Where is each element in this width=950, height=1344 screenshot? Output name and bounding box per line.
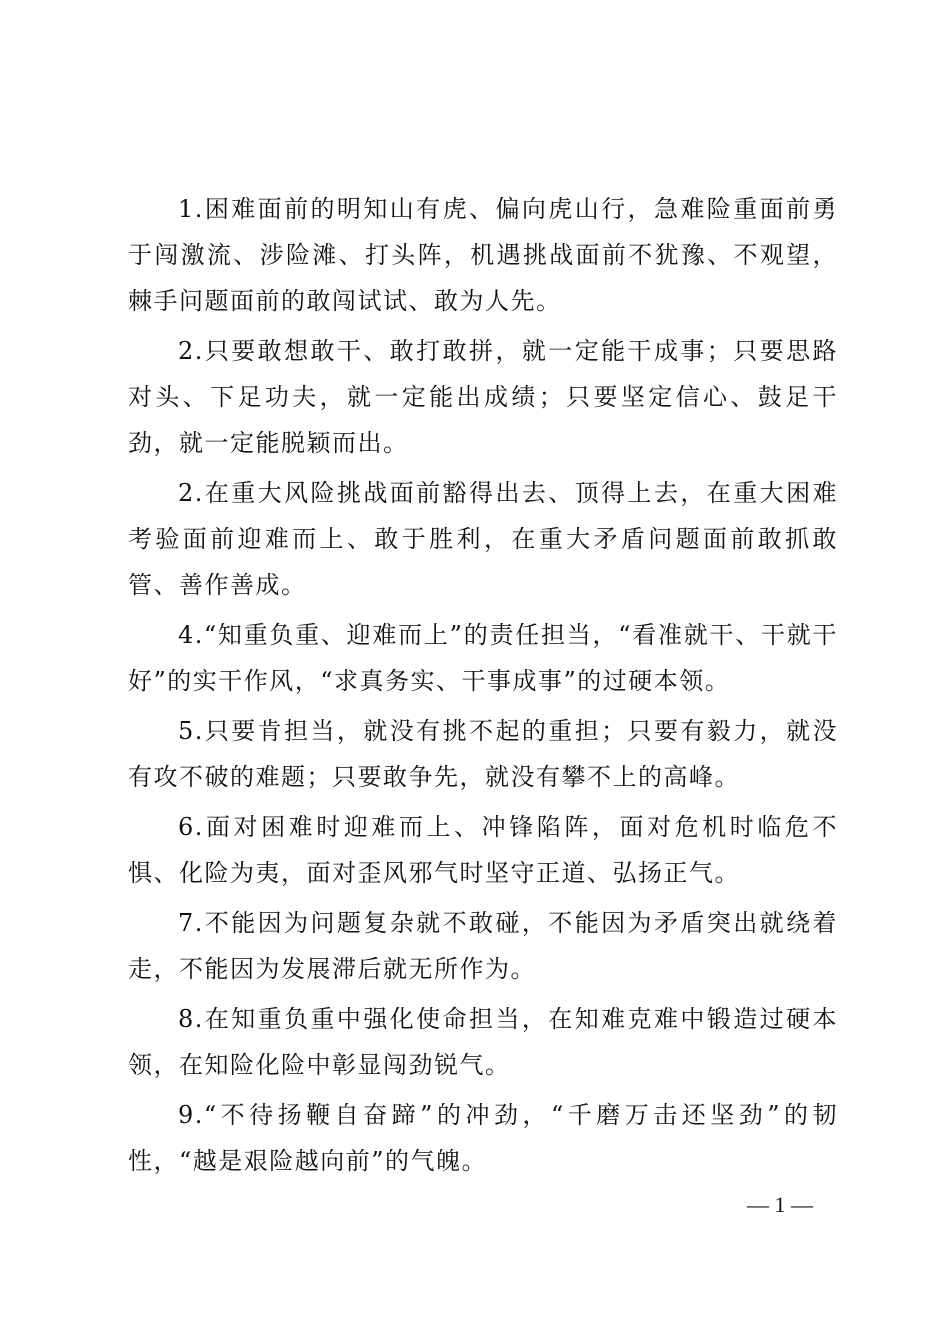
paragraph-1: 1.困难面前的明知山有虎、偏向虎山行，急难险重面前勇于闯激流、涉险滩、打头阵，机遇挑战面前不犹豫、不观望，棘手问题面前的敢闯试试、敢为人先。: [128, 195, 838, 315]
document-body: [128, 186, 838, 1188]
paragraph-8: 8.在知重负重中强化使命担当，在知难克难中锻造过硬本领，在知险化险中彰显闯劲锐气。: [128, 1005, 838, 1079]
paragraph-7: 7.不能因为问题复杂就不敢碰，不能因为矛盾突出就绕着走，不能因为发展滞后就无所作为。: [128, 909, 838, 983]
page-number: — 1 —: [747, 1192, 813, 1217]
paragraph-6: 6.面对困难时迎难而上、冲锋陷阵，面对危机时临危不惧、化险为夷，面对歪风邪气时坚守正道、弘扬正气。: [128, 813, 838, 887]
paragraph-5: 5.只要肯担当，就没有挑不起的重担；只要有毅力，就没有攻不破的难题；只要敢争先，就没有攀不上的高峰。: [128, 717, 838, 791]
paragraph-4: 4.“知重负重、迎难而上”的责任担当，“看准就干、干就干好”的实干作风，“求真务实、干事成事”的过硬本领。: [128, 621, 838, 695]
paragraph-2: 2.只要敢想敢干、敢打敢拼，就一定能干成事；只要思路对头、下足功夫，就一定能出成绩；只要坚定信心、鼓足干劲，就一定能脱颖而出。: [128, 337, 838, 457]
paragraph-9: 9.“不待扬鞭自奋蹄”的冲劲，“千磨万击还坚劲”的韧性，“越是艰险越向前”的气魄。: [128, 1101, 838, 1175]
paragraph-3: 2.在重大风险挑战面前豁得出去、顶得上去，在重大困难考验面前迎难而上、敢于胜利，在重大矛盾问题面前敢抓敢管、善作善成。: [128, 479, 838, 599]
